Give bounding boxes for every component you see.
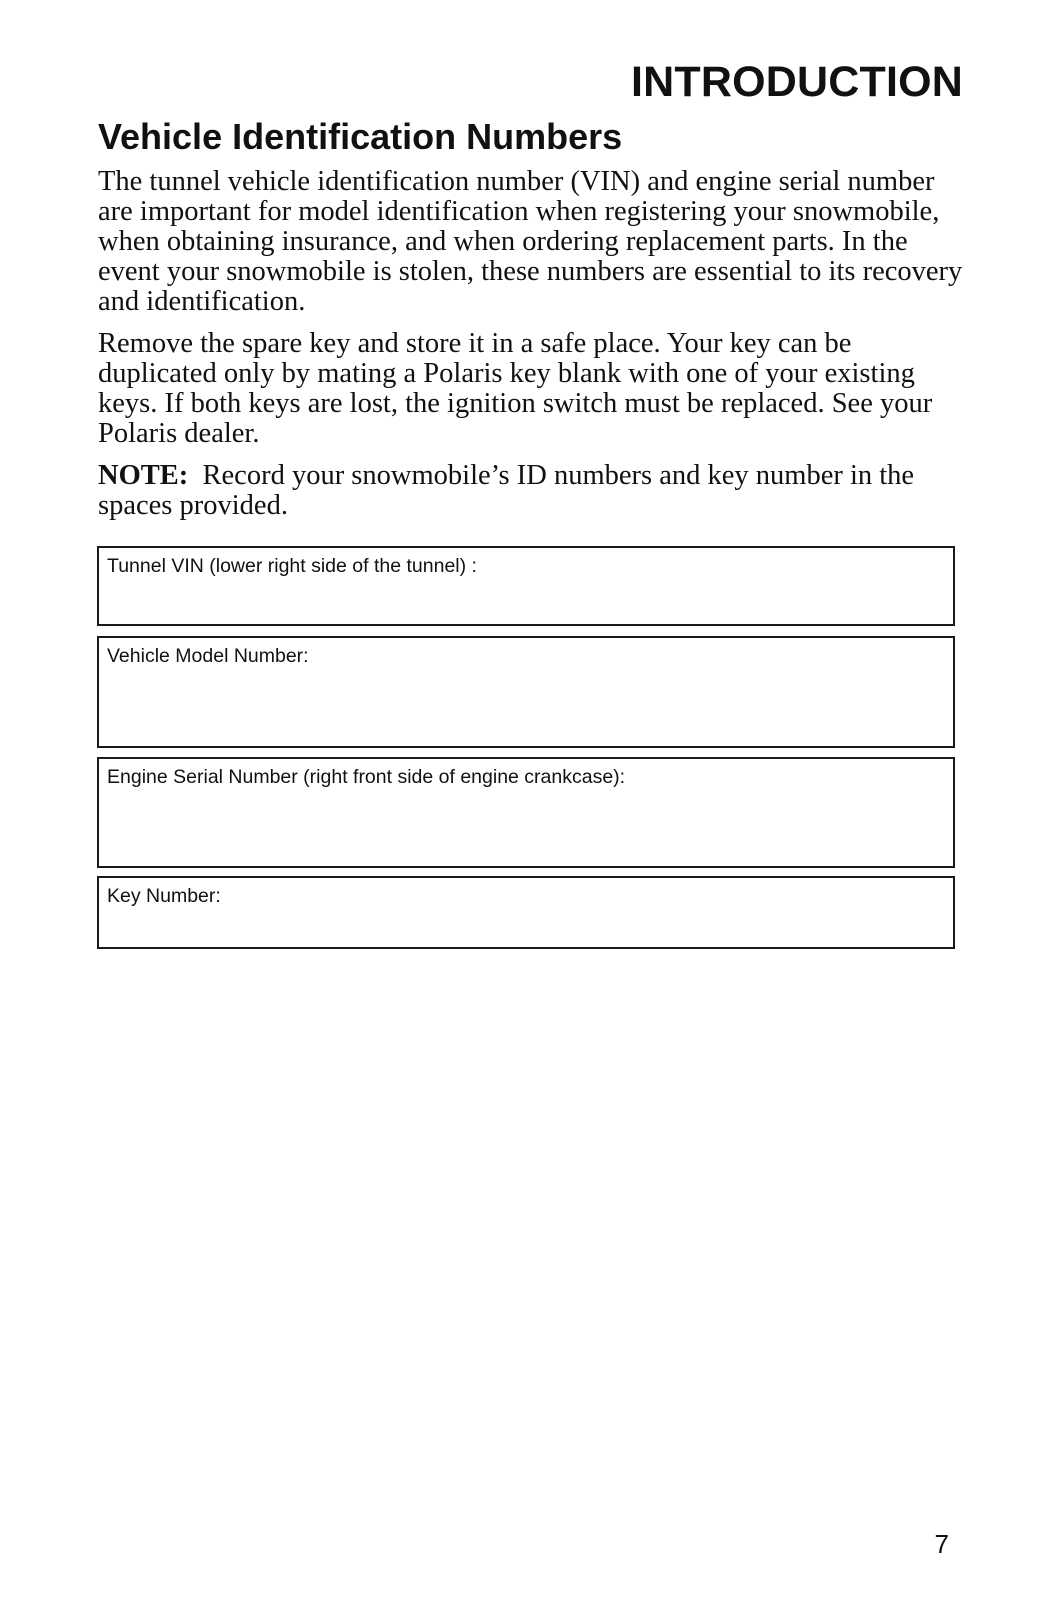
tunnel-vin-field[interactable] (97, 546, 955, 626)
note-paragraph (98, 461, 973, 521)
vehicle-model-number-field[interactable] (97, 636, 955, 748)
spare-key-paragraph: Remove the spare key and store it in a safe place. Your key can be duplicated only by mating a Polaris key blank with one of your existing keys. If both keys are lost, the ignition switch must be replaced. See your Polaris dealer. (98, 328, 933, 449)
tunnel-vin-label: Tunnel VIN (lower right side of the tunnel) : (107, 555, 477, 577)
key-number-label: Key Number: (107, 885, 221, 907)
engine-serial-number-label: Engine Serial Number (right front side of engine crankcase): (107, 766, 626, 788)
note-text: Record your snowmobile’s ID numbers and key number in the spaces provided. (98, 460, 915, 521)
vehicle-model-number-label: Vehicle Model Number: (107, 645, 309, 667)
page-title: Vehicle Identification Numbers (98, 116, 623, 157)
engine-serial-number-field[interactable] (97, 757, 955, 868)
page-number: 7 (934, 1529, 949, 1559)
note-label: NOTE: (98, 460, 189, 491)
section-header: INTRODUCTION (630, 58, 963, 106)
vin-importance-paragraph: The tunnel vehicle identification number (VIN) and engine serial number are important for model identification when registering your snowmobile, when obtaining insurance, and when ordering replacement parts. In the event your snowmobile is stolen, these numbers are essential to its recovery and identification. (98, 166, 963, 317)
key-number-field[interactable] (97, 876, 955, 949)
